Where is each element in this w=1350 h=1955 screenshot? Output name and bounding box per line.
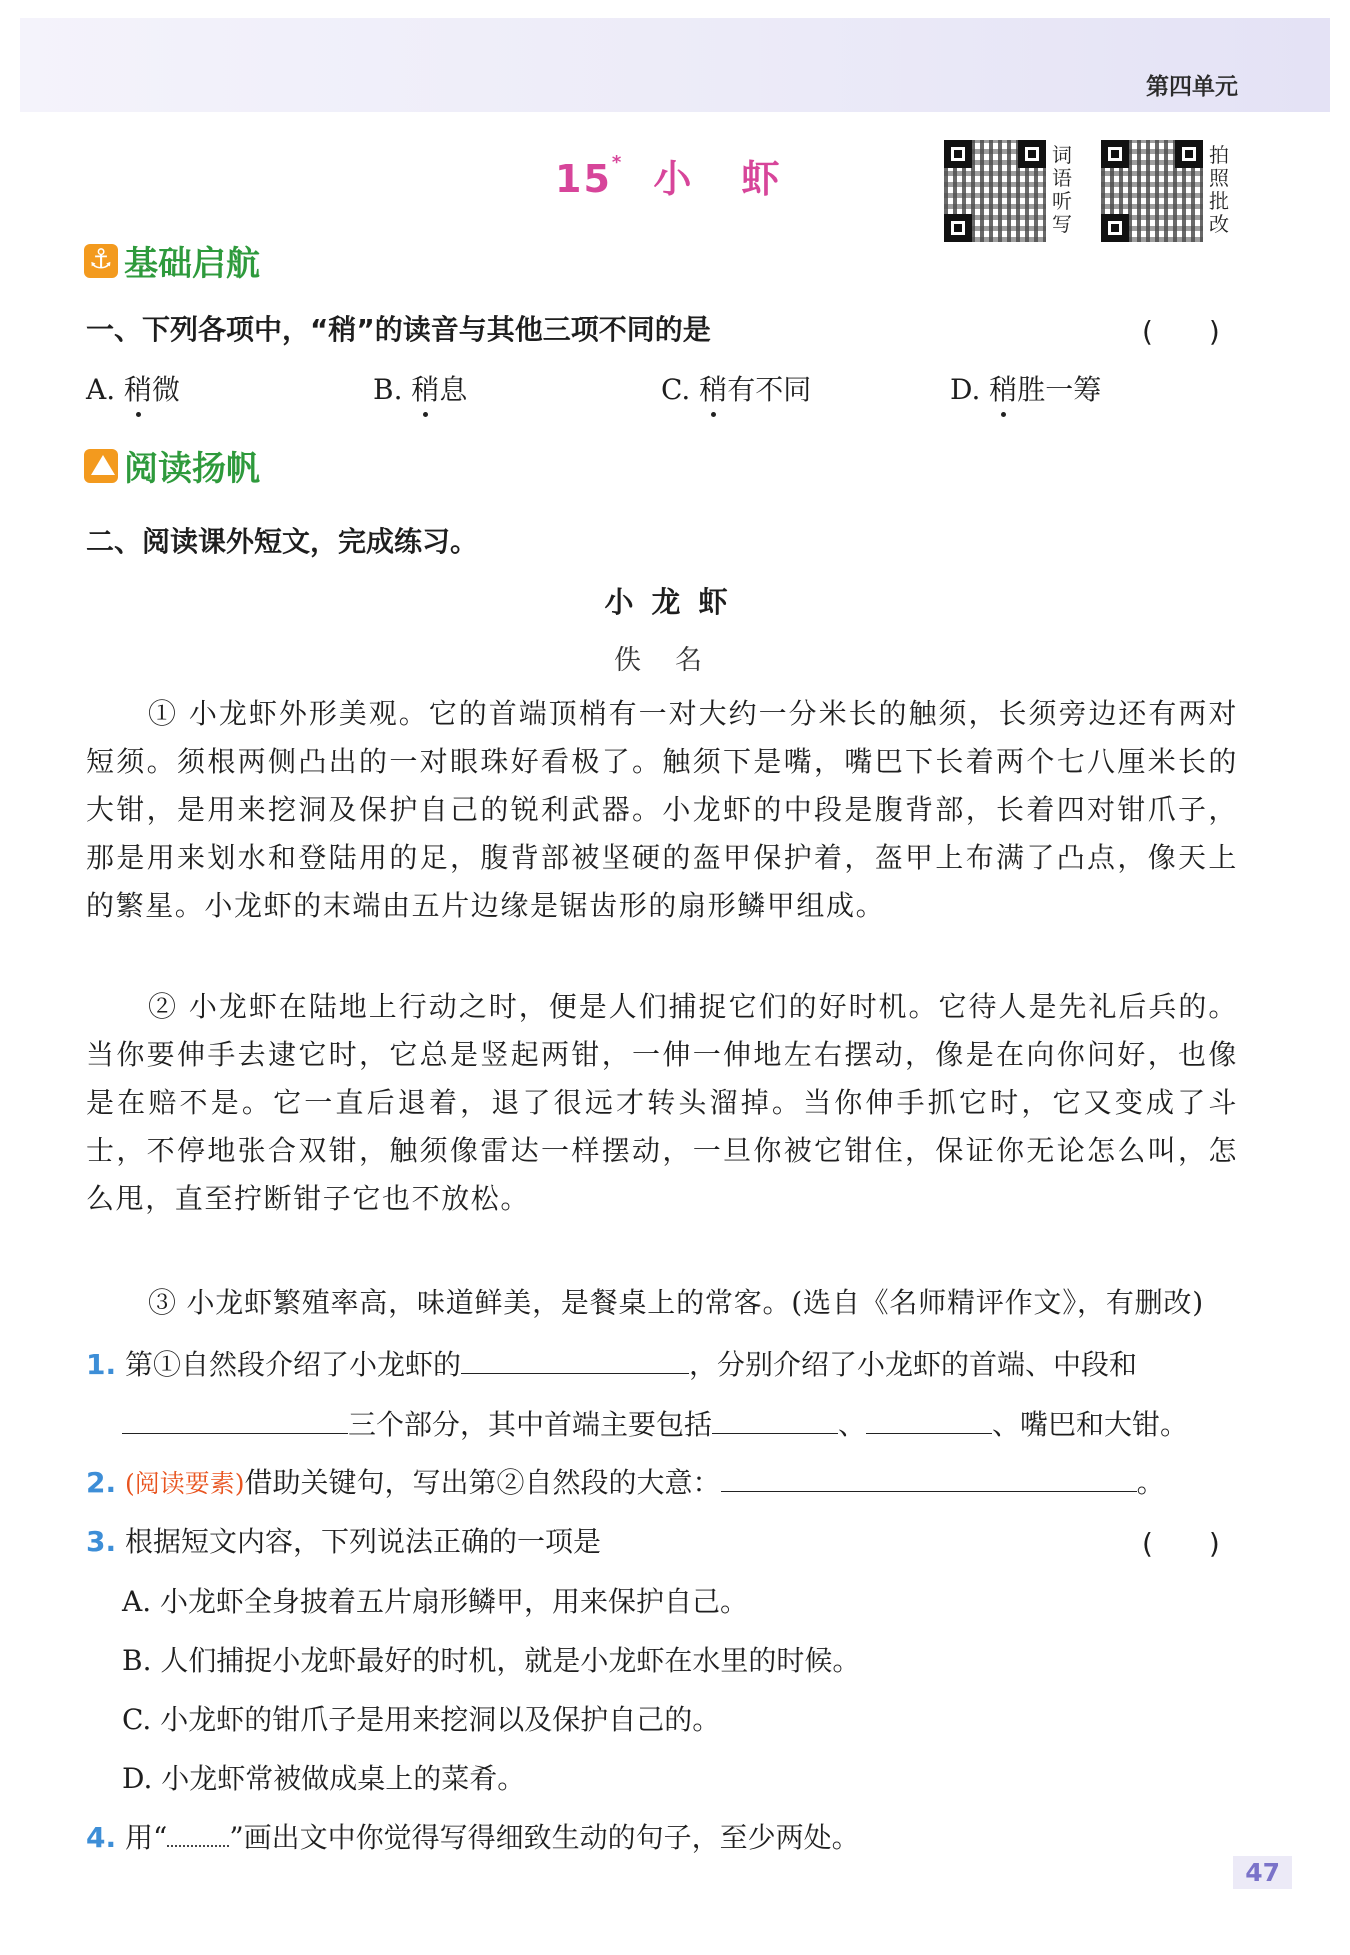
reading-element-tag: (阅读要素) [125, 1469, 245, 1498]
page-number: 47 [1233, 1856, 1292, 1889]
answer-blank[interactable] [866, 1409, 992, 1434]
section-reading-label: 阅读扬帆 [124, 449, 260, 489]
dictation-qr-code[interactable] [944, 140, 1046, 242]
answer-blank[interactable] [721, 1467, 1137, 1492]
section-reading-heading [84, 441, 260, 490]
header-band [20, 18, 1330, 112]
dictation-caption: 词语听写 [1052, 143, 1072, 236]
wavy-underline-sample [167, 1831, 229, 1847]
q1-option-d[interactable]: D. 稍胜一筹 [950, 368, 1101, 408]
sub-question-2: 2. (阅读要素)借助关键句，写出第②自然段的大意： 。 [86, 1466, 1165, 1499]
anchor-icon: ⚓ [84, 244, 118, 278]
article-author: 佚名 [614, 645, 736, 676]
lesson-title [555, 148, 781, 203]
sub-question-3: 3. 根据短文内容，下列说法正确的一项是 [86, 1525, 602, 1558]
section-basic-heading [84, 236, 260, 285]
photo-correction-qr-code[interactable] [1101, 140, 1203, 242]
q3-option-d[interactable]: D. 小龙虾常被做成桌上的菜肴。 [122, 1762, 526, 1795]
answer-blank[interactable] [461, 1349, 689, 1374]
article-title: 小龙虾 [604, 585, 746, 619]
sub-question-1-line-2: 三个部分，其中首端主要包括 、 、嘴巴和大钳。 [122, 1403, 1188, 1443]
lesson-title-char-1: 小 [653, 157, 694, 201]
article-paragraph-2: ② 小龙虾在陆地上行动之时，便是人们捕捉它们的好时机。它待人是先礼后兵的。当你要伸手去逮它时，它总是竖起两钳，一伸一伸地左右摆动，像是在向你问好，也像是在赔不是。它一直后退着，退了很远才转头溜掉。当你伸手抓它时，它又变成了斗士，不停地张合双钳，触须像雷达一样摆动，一旦你被它钳住，保证你无论怎么叫，怎么甩，直至拧断钳子它也不放松。 [86, 990, 1238, 1215]
q3-option-b[interactable]: B. 人们捕捉小龙虾最好的时机，就是小龙虾在水里的时候。 [122, 1644, 861, 1677]
q1-option-a[interactable]: A. 稍微 [86, 368, 180, 408]
unit-label: 第四单元 [1146, 74, 1238, 100]
article-paragraph-3: ③ 小龙虾繁殖率高，味道鲜美，是餐桌上的常客。(选自《名师精评作文》，有删改) [148, 1286, 1204, 1319]
question-1-stem: 一、下列各项中，“稍”的读音与其他三项不同的是 [86, 313, 711, 346]
photo-correction-caption: 拍照批改 [1209, 143, 1229, 236]
q3-option-c[interactable]: C. 小龙虾的钳爪子是用来挖洞以及保护自己的。 [122, 1703, 721, 1736]
sailboat-icon [84, 449, 118, 483]
answer-blank[interactable] [122, 1409, 348, 1434]
question-1-answer-paren[interactable]: ( ) [1142, 315, 1220, 348]
question-2-stem: 二、阅读课外短文，完成练习。 [86, 525, 479, 558]
answer-blank[interactable] [712, 1409, 838, 1434]
lesson-title-char-2: 虾 [741, 157, 782, 201]
section-basic-label: 基础启航 [124, 244, 260, 284]
lesson-number: 15 [555, 157, 612, 201]
q1-option-b[interactable]: B. 稍息 [373, 368, 467, 408]
lesson-mark: * [611, 152, 624, 173]
article-paragraph-1: ① 小龙虾外形美观。它的首端顶梢有一对大约一分米长的触须，长须旁边还有两对短须。须根两侧凸出的一对眼珠好看极了。触须下是嘴，嘴巴下长着两个七八厘米长的大钳，是用来挖洞及保护自己的锐利武器。小龙虾的中段是腹背部，长着四对钳爪子，那是用来划水和登陆用的足，腹背部被坚硬的盔甲保护着，盔甲上布满了凸点，像天上的繁星。小龙虾的末端由五片边缘是锯齿形的扇形鳞甲组成。 [86, 697, 1238, 922]
question-3-answer-paren[interactable]: ( ) [1142, 1527, 1220, 1560]
q3-option-a[interactable]: A. 小龙虾全身披着五片扇形鳞甲，用来保护自己。 [122, 1585, 749, 1618]
sub-question-1-line-1: 1. 第①自然段介绍了小龙虾的 ，分别介绍了小龙虾的首端、中段和 [86, 1348, 1138, 1381]
q1-option-c[interactable]: C. 稍有不同 [661, 368, 811, 408]
sub-question-4: 4. 用“ ”画出文中你觉得写得细致生动的句子，至少两处。 [86, 1821, 860, 1854]
